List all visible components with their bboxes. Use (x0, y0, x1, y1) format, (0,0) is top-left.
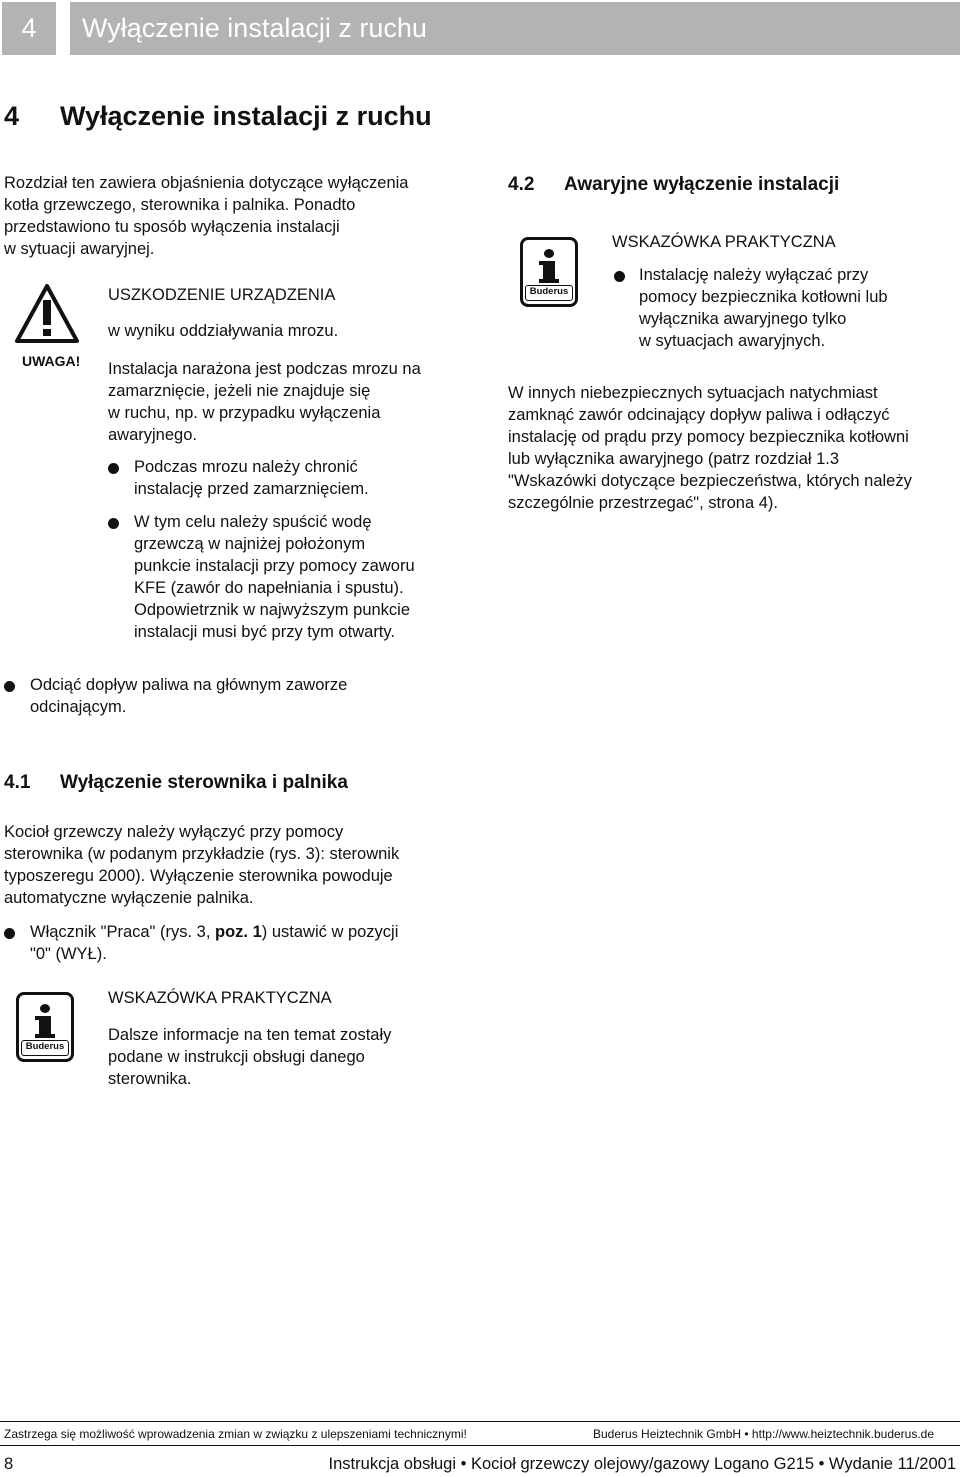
switch-step: Włącznik "Praca" (rys. 3, poz. 1) ustawić w pozycji "0" (WYŁ). (30, 923, 399, 963)
sec41-paragraph: Kocioł grzewczy należy wyłączyć przy pomocy sterownika (w podanym przykładzie (rys. 3): sterownik typoszeregu 2000). Wyłączenie sterownika powoduje automatyczne wyłączenie palnika. (4, 823, 400, 907)
subsection-number: 4.2 (508, 174, 535, 195)
tip-text: Dalsze informacje na ten temat zostały podane w instrukcji obsługi danego sterownika. (108, 1026, 392, 1088)
section-number: 4 (4, 101, 20, 131)
sec42-paragraph: W innych niebezpiecznych sytuacjach natychmiast zamknąć zawór odcinający dopływ paliwa i odłączyć instalację od prądu przy pomocy bezpiecznika kotłowni lub wyłącznika awaryjnego (patrz rozdział 1.3 "Wskazówki dotyczące bezpieczeństwa, których należy szczególnie przestrzegać", strona 4). (508, 384, 912, 512)
footer-divider (0, 1421, 960, 1422)
footer-notice: Zastrzega się możliwość wprowadzenia zmian w związku z ulepszeniami technicznymi! (4, 1427, 467, 1441)
tip-text: Instalację należy wyłączać przy pomocy bezpiecznika kotłowni lub wyłącznika awaryjnego tylko w sytuacjach awaryjnych. (639, 266, 888, 350)
bullet-dot (108, 518, 119, 529)
warning-triangle-icon (14, 283, 80, 345)
warning-paragraph: Instalacja narażona jest podczas mrozu na zamarznięcie, jeżeli nie znajduje się w ruchu, np. w przypadku wyłączenia awaryjnego. (108, 360, 421, 444)
tip-title: WSKAZÓWKA PRAKTYCZNA (108, 989, 332, 1007)
bullet-dot (4, 928, 15, 939)
document-title: Instrukcja obsługi • Kocioł grzewczy olejowy/gazowy Logano G215 • Wydanie 11/2001 (328, 1455, 956, 1473)
brand-label: Buderus (525, 285, 573, 301)
warning-label: UWAGA! (22, 353, 81, 369)
page-number: 8 (4, 1455, 14, 1473)
warning-title: USZKODZENIE URZĄDZENIA (108, 286, 336, 304)
tip-title: WSKAZÓWKA PRAKTYCZNA (612, 233, 836, 251)
fuel-step: Odciąć dopływ paliwa na głównym zaworze odcinającym. (30, 676, 348, 716)
intro-text: Rozdział ten zawiera objaśnienia dotyczące wyłączenia kotła grzewczego, sterownika i palnika. Ponadto przedstawiono tu sposób wyłączenia instalacji w sytuacji awaryjnej. (4, 174, 409, 258)
warning-bullet-1: Podczas mrozu należy chronić instalację przed zamarznięciem. (134, 458, 369, 498)
bullet-dot (108, 463, 119, 474)
footer-divider (0, 1445, 960, 1446)
info-icon (520, 237, 578, 307)
section-title: Wyłączenie instalacji z ruchu (60, 101, 432, 131)
brand-label: Buderus (21, 1040, 69, 1056)
bullet-dot (614, 271, 625, 282)
subsection-number: 4.1 (4, 772, 31, 793)
subsection-title: Wyłączenie sterownika i palnika (60, 772, 348, 793)
warning-subtitle: w wyniku oddziaływania mrozu. (108, 322, 339, 340)
warning-bullet-2: W tym celu należy spuścić wodę grzewczą w najniżej położonym punkcie instalacji przy pomocy zaworu KFE (zawór do napełniania i spustu). Odpowietrznik w najwyższym punkcie instalacji musi być przy tym otwarty. (134, 513, 415, 641)
footer-company: Buderus Heiztechnik GmbH • http://www.heiztechnik.buderus.de (593, 1427, 935, 1441)
chapter-number-tab: 4 (2, 2, 56, 55)
info-icon (16, 992, 74, 1062)
subsection-title: Awaryjne wyłączenie instalacji (564, 174, 840, 195)
chapter-title-bar: Wyłączenie instalacji z ruchu (70, 2, 960, 55)
bullet-dot (4, 681, 15, 692)
